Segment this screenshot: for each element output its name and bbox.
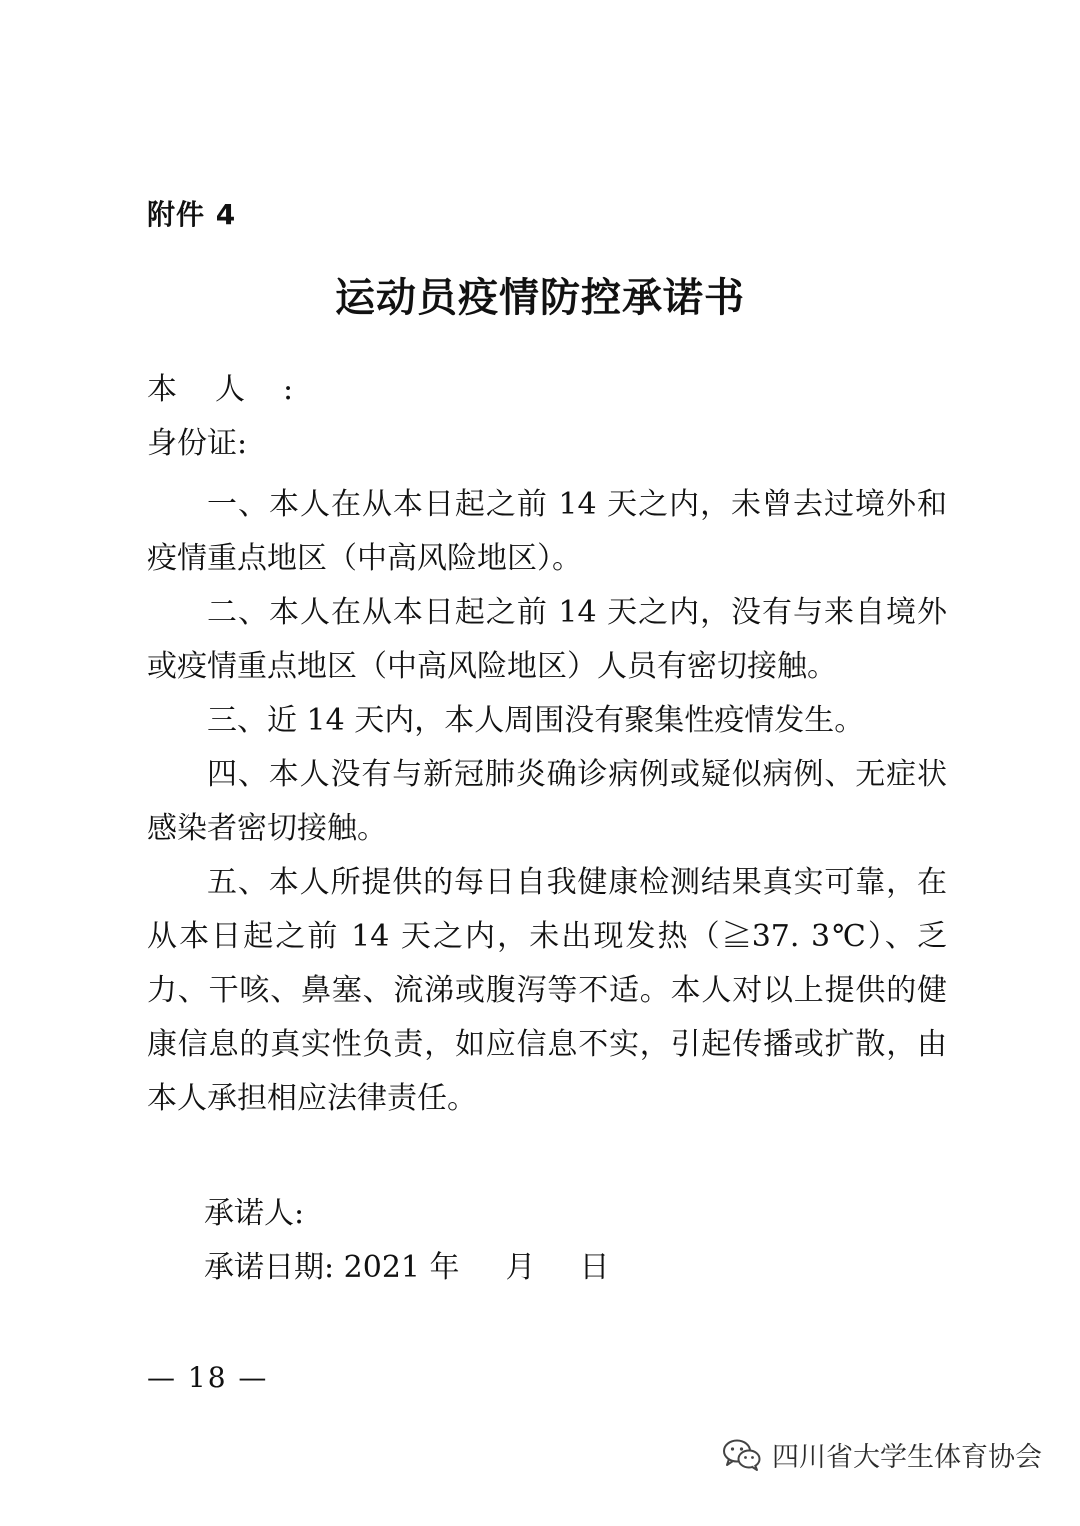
commitment-date-line — [204, 1248, 610, 1288]
attachment-label: 附件 4 — [147, 198, 237, 231]
id-card-field: 身份证: — [147, 426, 248, 461]
commitment-body — [147, 478, 947, 1126]
date-month: 月 — [505, 1250, 536, 1285]
commitment-paragraph-5: 五、本人所提供的每日自我健康检测结果真实可靠，在从本日起之前 14 天之内，未出现发热（≧37. 3℃）、乏力、干咳、鼻塞、流涕或腹泻等不适。本人对以上提供的健康信息的真实性负责，如应信息不实，引起传播或扩散，由本人承担相应法律责任。 — [147, 865, 947, 1116]
date-year: 2021 年 — [343, 1250, 460, 1285]
name-field — [147, 370, 293, 410]
commitment-paragraph-4: 四、本人没有与新冠肺炎确诊病例或疑似病例、无症状感染者密切接触。 — [147, 757, 947, 846]
commitment-paragraph-1: 一、本人在从本日起之前 14 天之内，未曾去过境外和疫情重点地区（中高风险地区）。 — [147, 487, 947, 576]
page-number: — 18 — — [147, 1361, 269, 1394]
date-day: 日 — [579, 1250, 610, 1285]
commitment-paragraph-3: 三、近 14 天内，本人周围没有聚集性疫情发生。 — [207, 703, 865, 738]
watermark-text: 四川省大学生体育协会 — [772, 1442, 1042, 1473]
document-title: 运动员疫情防控承诺书 — [335, 274, 745, 321]
name-label: 本人 — [147, 372, 283, 407]
date-label: 承诺日期: — [204, 1250, 335, 1285]
wechat-icon — [722, 1438, 762, 1472]
wechat-watermark — [722, 1435, 1042, 1474]
commitment-paragraph-2: 二、本人在从本日起之前 14 天之内，没有与来自境外或疫情重点地区（中高风险地区）人员有密切接触。 — [147, 595, 947, 684]
name-colon: : — [283, 372, 294, 407]
promisor-signature-line: 承诺人: — [204, 1196, 305, 1231]
